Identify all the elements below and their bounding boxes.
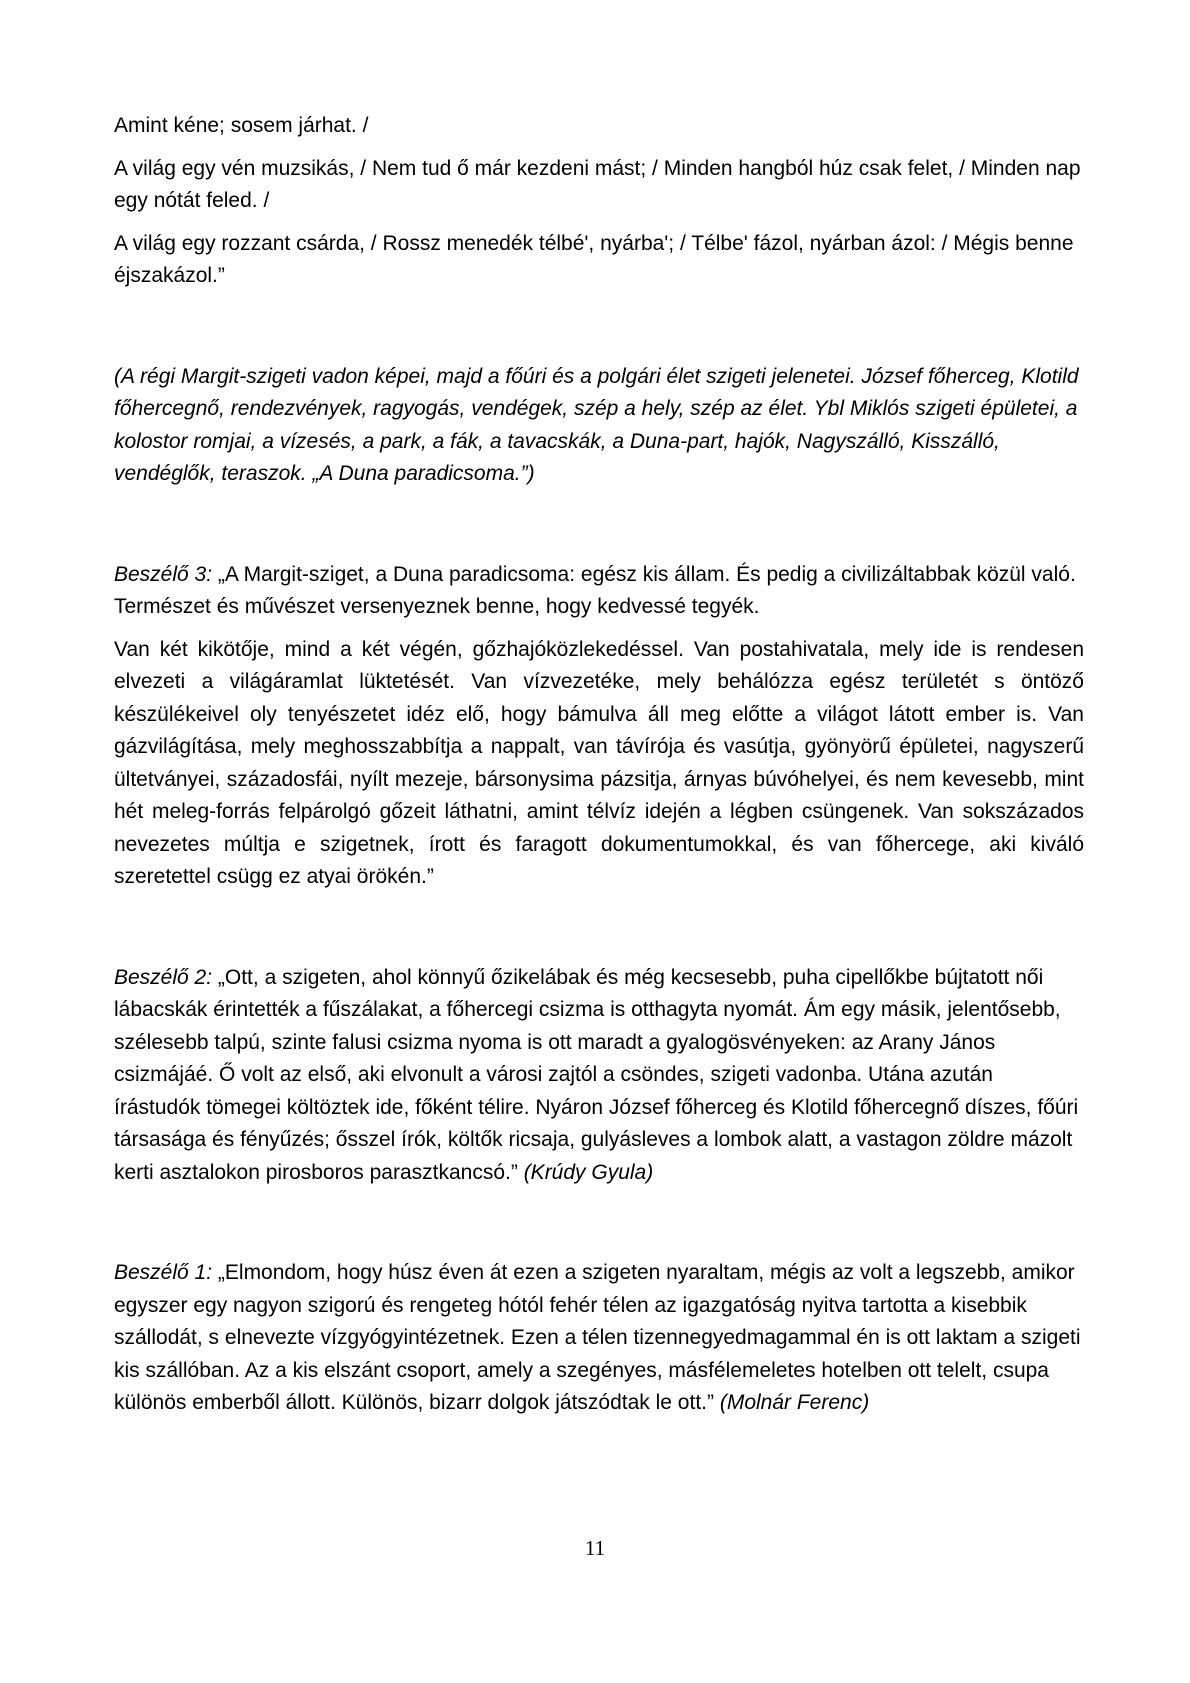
speaker2-paragraph	[114, 962, 1084, 1190]
speaker3-paragraph	[114, 559, 1084, 624]
poem-line: A világ egy rozzant csárda, / Rossz menedék télbé', nyárba'; / Télbe' fázol, nyárban ázol: / Mégis benne éjszakázol.”	[114, 231, 1074, 287]
section-spacer	[114, 1199, 1084, 1257]
speaker-text: „A Margit-sziget, a Duna paradicsoma: egész kis állam. És pedig a civilizáltabbak közül való. Természet és művészet versenyeznek benne, hogy kedvessé tegyék.	[114, 562, 1076, 618]
speaker-text: „Ott, a szigeten, ahol könnyű őzikelábak és még kecsesebb, puha cipellőkbe bújtatott női lábacskák érintették a fűszálakat, a főhercegi csizma is otthagyta nyomát. Ám egy másik, jelentősebb, szélesebb talpú, szinte falusi csizma nyoma is ott maradt a gyalogösvényeken: az Arany János csizmájáé. Ő volt az első, aki elvonult a városi zajtól a csöndes, szigeti vadonba. Utána azután írástudók tömegei költöztek ide, főként télire. Nyáron József főherceg és Klotild főhercegnő díszes, főúri társasága és fényűzés; ősszel írók, költők ricsaja, gulyásleves a lombok alatt, a vastagon zöldre mázolt kerti asztalokon pirosboros parasztkancsó.”	[114, 965, 1079, 1184]
speaker-label: Beszélő 1:	[114, 1261, 213, 1284]
poem-line: Amint kéne; sosem járhat. /	[114, 114, 369, 137]
speaker1-paragraph	[114, 1257, 1084, 1420]
stage-direction: (A régi Margit-szigeti vadon képei, majd a főúri és a polgári élet szigeti jelenetei. József főherceg, Klotild főhercegnő, rendezvények, ragyogás, vendégek, szép a hely, szép az élet. Ybl Miklós szigeti épületei, a kolostor romjai, a vízesés, a park, a fák, a tavacskák, a Duna-part, hajók, Nagyszálló, Kisszálló, vendéglők, teraszok. „A Duna paradicsoma.”)	[114, 364, 1079, 485]
speaker-label: Beszélő 3:	[114, 562, 213, 586]
page-number: 11	[584, 1536, 606, 1560]
section-spacer	[114, 303, 1084, 361]
speaker-text: „Elmondom, hogy húsz éven át ezen a szigeten nyaraltam, mégis az volt a legszebb, amikor egyszer egy nagyon szigorú és rengeteg hótól fehér télen az igazgatóság nyitva tartotta a kisebbik szállodát, s elnevezte vízgyógyintézetnek. Ezen a télen tizennegyedmagammal én is ott laktam a szigeti kis szállóban. Az a kis elszánt csoport, amely a szegényes, másfélemeletes hotelben ott telelt, csupa különös emberből állott. Különös, bizarr dolgok játszódtak le ott.”	[114, 1261, 1081, 1414]
section-spacer	[114, 904, 1084, 962]
section-spacer	[114, 501, 1084, 559]
poem-line: A világ egy vén muzsikás, / Nem tud ő már kezdeni mást; / Minden hangból húz csak felet, / Minden nap egy nótát feled. /	[114, 156, 1081, 212]
author-attribution: (Krúdy Gyula)	[517, 1160, 654, 1184]
speaker3-paragraph-2: Van két kikötője, mind a két végén, gőzhajóközlekedéssel. Van postahivatala, mely ide is rendesen elvezeti a világáramlat lüktetését. Van vízvezetéke, mely behálózza egész területét s öntöző készülékeivel oly tenyészetet idéz elő, hogy bámulva áll meg előtte a világot látott ember is. Van gázvilágítása, mely meghosszabbítja a nappalt, van távírója és vasútja, gyönyörű épületei, nagyszerű ültetványei, századosfái, nyílt mezeje, bársonysima pázsitja, árnyas búvóhelyei, és nem kevesebb, mint hét meleg-forrás felpárolgó gőzeit láthatni, amint télvíz idején a légben csüngenek. Van sokszázados nevezetes múltja e szigetnek, írott és faragott dokumentumokkal, és van főhercege, aki kiváló szeretettel csügg ez atyai örökén.”	[114, 637, 1084, 888]
text-column	[114, 110, 1084, 1430]
author-attribution: (Molnár Ferenc)	[714, 1391, 870, 1414]
speaker-label: Beszélő 2:	[114, 965, 213, 989]
